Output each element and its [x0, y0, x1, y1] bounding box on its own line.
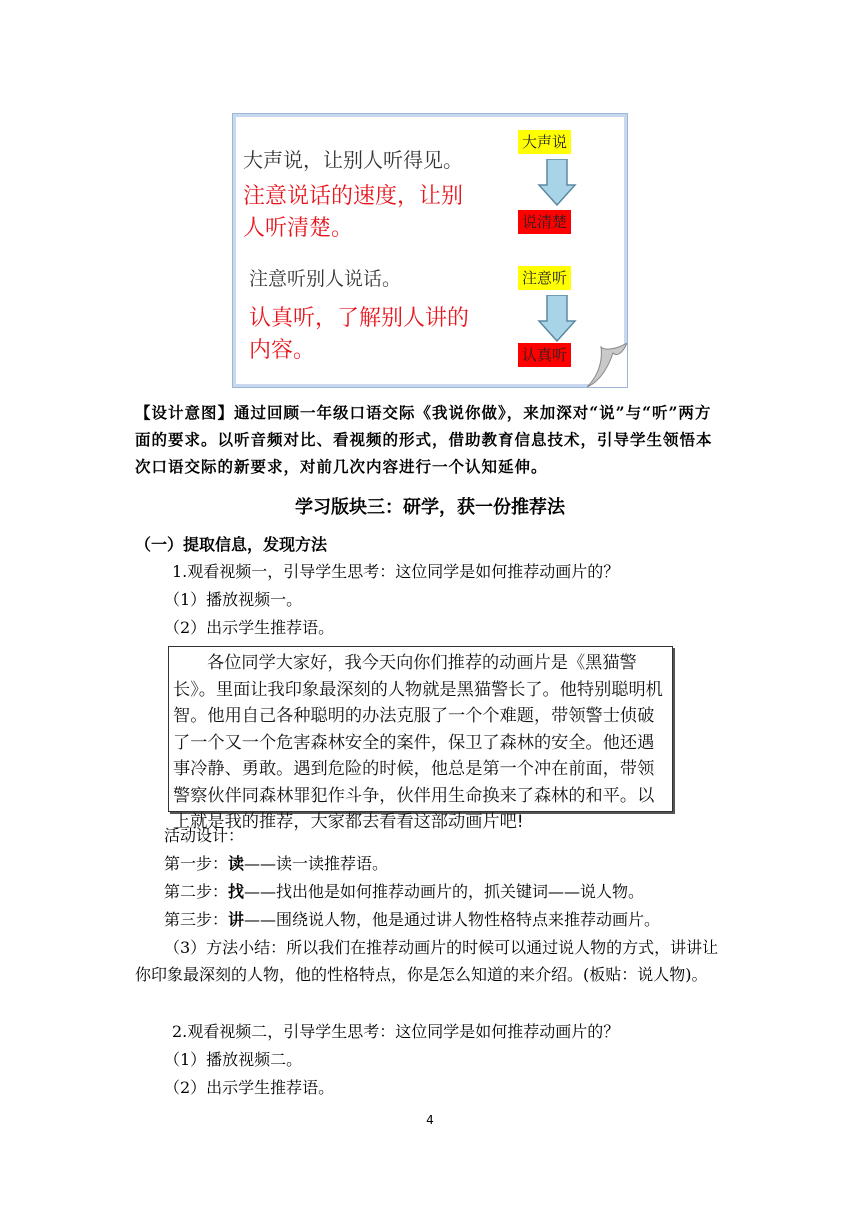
slide-line-5: 认真听，了解别人讲的: [249, 306, 470, 331]
activity-step-2: [164, 878, 644, 905]
activity-heading: 活动设计：: [164, 826, 245, 845]
slide-line-1: 大声说，让别人听得见。: [243, 148, 463, 172]
slide-figure: [232, 113, 628, 388]
step-prefix: 第二步：: [164, 882, 229, 901]
subsection-title: （一）提取信息，发现方法: [135, 535, 328, 554]
tag-speak-clear: 说清楚: [518, 210, 571, 234]
tag-listen: 注意听: [518, 266, 571, 290]
item1-step2: （2）出示学生推荐语。: [164, 618, 335, 637]
step-rest: ——围绕说人物，他是通过讲人物性格特点来推荐动画片。: [244, 910, 661, 929]
page-number: 4: [426, 1113, 434, 1127]
recommendation-quote: 各位同学大家好，我今天向你们推荐的动画片是《黑猫警长》。里面让我印象最深刻的人物就是黑猫警长了。他特别聪明机智。他用自己各种聪明的办法克服了一个个难题，带领警士侦破了一个又一个危害森林安全的案件，保卫了森林的安全。他还遇事冷静、勇敢。遇到危险的时候，他总是第一个冲在前面，带领警察伙伴同森林罪犯作斗争，伙伴用生命换来了森林的和平。以上就是我的推荐，大家都去看看这部动画片吧!: [173, 653, 663, 832]
item2-question: 2.观看视频二，引导学生思考：这位同学是如何推荐动画片的？: [172, 1022, 620, 1041]
method-summary: （3）方法小结：所以我们在推荐动画片的时候可以通过说人物的方式，讲讲让你印象最深刻的人物，他的性格特点，你是怎么知道的来介绍。(板贴：说人物)。: [135, 938, 719, 984]
slide-line-4: 注意听别人说话。: [249, 268, 402, 290]
step-rest: ——找出他是如何推荐动画片的，抓关键词——说人物。: [244, 882, 645, 901]
activity-step-1: [164, 850, 388, 877]
step-key: 找: [228, 882, 245, 901]
slide-line-3: 人听清楚。: [243, 216, 354, 241]
tag-listen-carefully: 认真听: [518, 343, 571, 367]
item1-step1: （1）播放视频一。: [164, 590, 303, 609]
page-curl-icon: [587, 343, 627, 387]
down-arrow-icon: [537, 295, 577, 343]
step-rest: ——读一读推荐语。: [244, 854, 389, 873]
down-arrow-icon: [537, 159, 577, 207]
item1-question: 1.观看视频一，引导学生思考：这位同学是如何推荐动画片的？: [172, 562, 620, 581]
item2-step2: （2）出示学生推荐语。: [164, 1078, 335, 1097]
slide-line-2: 注意说话的速度，让别: [243, 184, 464, 209]
recommendation-quote-box: [168, 646, 673, 832]
activity-step-3: [164, 906, 660, 933]
step-key: 讲: [228, 910, 245, 929]
item2-step1: （1）播放视频二。: [164, 1050, 303, 1069]
step-prefix: 第一步：: [164, 854, 229, 873]
step-key: 读: [228, 854, 245, 873]
slide-line-6: 内容。: [249, 338, 316, 363]
tag-speak-loud: 大声说: [518, 130, 571, 154]
design-intent: 【设计意图】通过回顾一年级口语交际《我说你做》，来加深对“说”与“听”两方面的要求。以听音频对比、看视频的形式，借助教育信息技术，引导学生领悟本次口语交际的新要求，对前几次内容进行一个认知延伸。: [135, 403, 713, 476]
section-title: 学习版块三：研学，获一份推荐法: [295, 497, 565, 518]
step-prefix: 第三步：: [164, 910, 229, 929]
